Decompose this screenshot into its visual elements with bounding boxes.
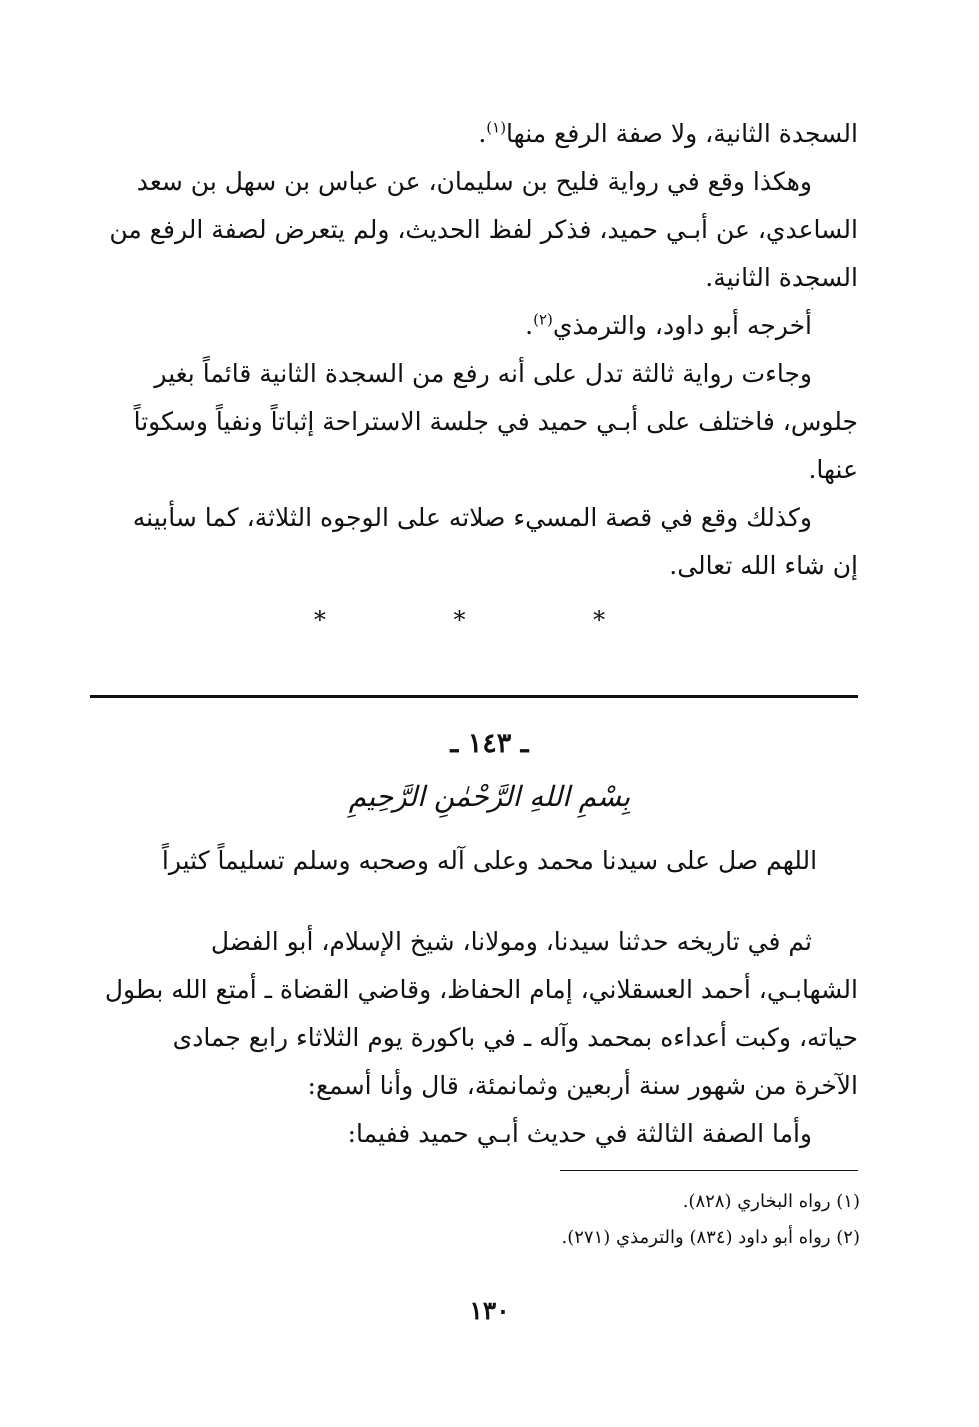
text-line: إن شاء الله تعالى. bbox=[669, 551, 858, 580]
text-line: وهكذا وقع في رواية فليح بن سليمان، عن عباس بن سهل بن سعد bbox=[136, 167, 812, 196]
text-line: وجاءت رواية ثالثة تدل على أنه رفع من السجدة الثانية قائماً بغير bbox=[154, 359, 812, 388]
text-line: جلوس، فاختلف على أبـي حميد في جلسة الاستراحة إثباتاً ونفياً وسكوتاً bbox=[133, 407, 858, 436]
footnote-ref[interactable]: (١) bbox=[486, 118, 507, 137]
footnote-ref[interactable]: (٢) bbox=[533, 310, 553, 329]
section-number: ـ ١٤٣ ـ bbox=[450, 728, 529, 759]
text-line: الآخرة من شهور سنة أربعين وثمانمئة، قال وأنا أسمع: bbox=[307, 1071, 858, 1100]
text-line: وكذلك وقع في قصة المسيء صلاته على الوجوه الثلاثة، كما سأبينه bbox=[132, 503, 812, 532]
text-line: حياته، وكبت أعداءه بمحمد وآله ـ في باكورة يوم الثلاثاء رابع جمادى bbox=[172, 1023, 858, 1052]
text-line: الساعدي، عن أبـي حميد، فذكر لفظ الحديث، ولم يتعرض لصفة الرفع من bbox=[109, 215, 858, 244]
text-line: وأما الصفة الثالثة في حديث أبـي حميد ففيما: bbox=[347, 1119, 812, 1148]
text-line: الشهابـي، أحمد العسقلاني، إمام الحفاظ، وقاضي القضاة ـ أمتع الله بطول bbox=[104, 975, 858, 1004]
continued-text-block bbox=[88, 110, 858, 590]
page-number: ١٣٠ bbox=[469, 1296, 510, 1325]
footnote-item: (٢) رواه أبو داود (٨٣٤) والترمذي (٢٧١). bbox=[561, 1227, 860, 1248]
footnote-item: (١) رواه البخاري (٨٢٨). bbox=[682, 1191, 860, 1212]
footnotes bbox=[300, 1184, 860, 1256]
section-body-text bbox=[88, 918, 858, 1158]
text-line: السجدة الثانية. bbox=[705, 263, 858, 292]
text-line: السجدة الثانية، ولا صفة الرفع منها$^{(١)}$. bbox=[478, 118, 858, 148]
footnote-divider bbox=[560, 1170, 858, 1171]
basmala: بِسْمِ اللهِ الرَّحْمٰنِ الرَّحِيمِ bbox=[348, 780, 631, 813]
section-divider bbox=[90, 695, 858, 698]
section-separator-stars: * * * bbox=[313, 606, 666, 634]
text-line: ثم في تاريخه حدثنا سيدنا، ومولانا، شيخ الإسلام، أبو الفضل bbox=[210, 927, 812, 956]
invocation-line: اللهم صل على سيدنا محمد وعلى آله وصحبه وسلم تسليماً كثيراً bbox=[161, 846, 818, 875]
text-line: عنها. bbox=[808, 455, 858, 484]
text-line: أخرجه أبو داود، والترمذي$^{(٢)}$. bbox=[525, 310, 812, 340]
